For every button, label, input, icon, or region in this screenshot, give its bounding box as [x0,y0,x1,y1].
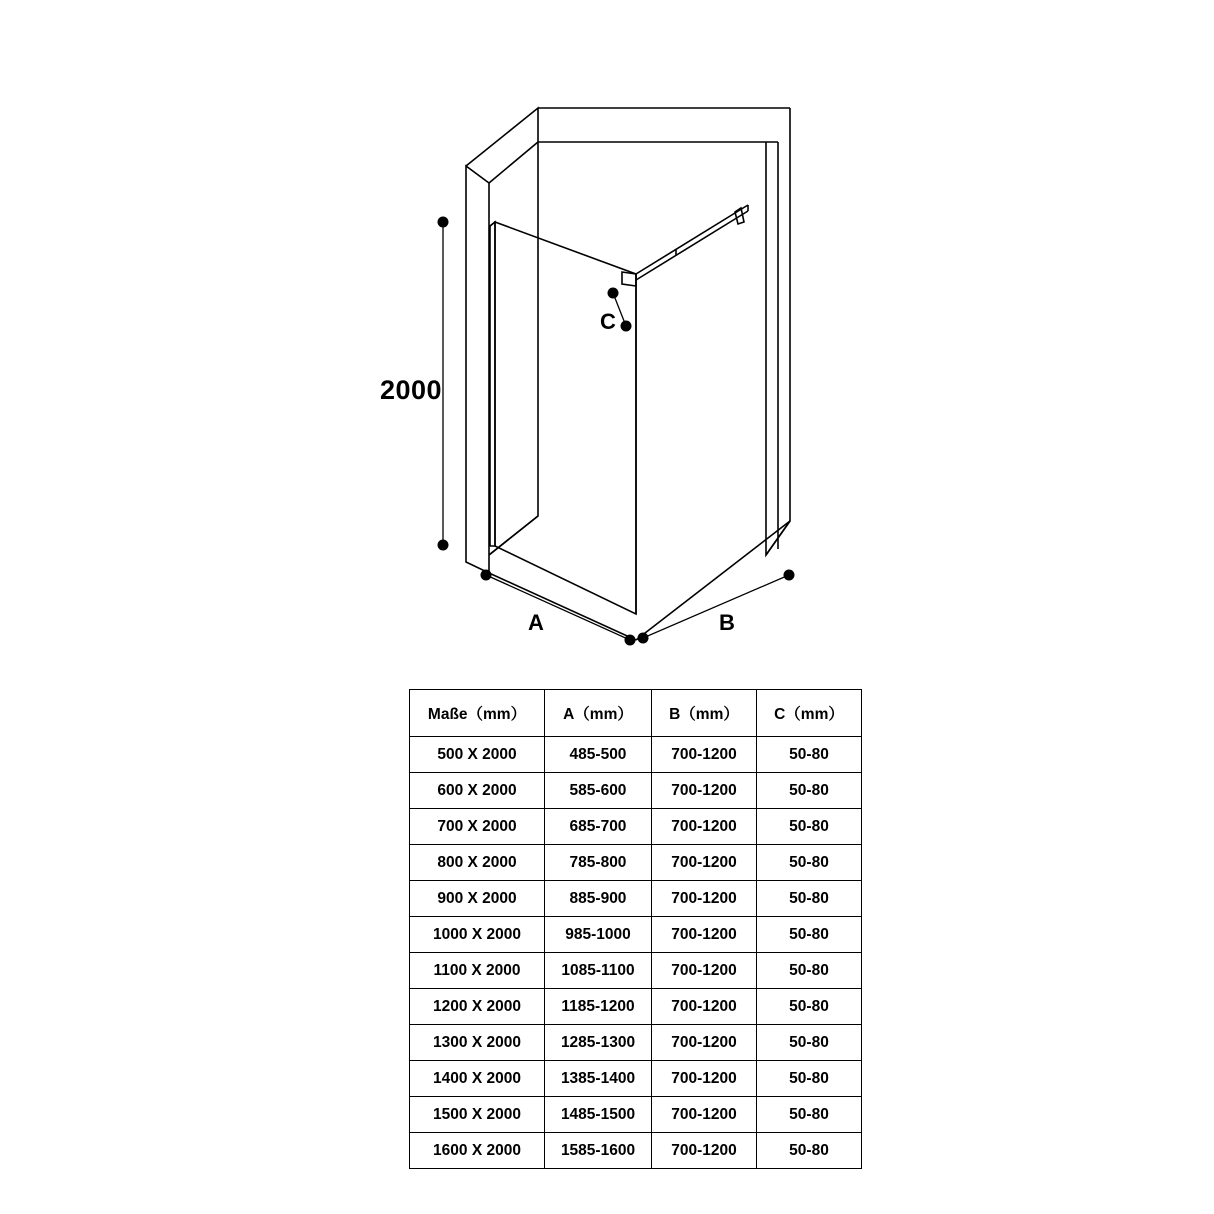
table-cell: 700-1200 [652,845,757,881]
table-cell: 50-80 [757,1025,862,1061]
column-header-b: B（mm） [652,690,757,737]
column-header-c: C（mm） [757,690,862,737]
table-row [410,1097,862,1133]
table-cell: 1600 X 2000 [410,1133,545,1169]
dimension-label-b: B [719,610,735,635]
table-cell: 700 X 2000 [410,809,545,845]
dimension-label-height: 2000 [380,375,443,405]
table-cell: 900 X 2000 [410,881,545,917]
table-cell: 50-80 [757,809,862,845]
table-row [410,1025,862,1061]
table-cell: 700-1200 [652,953,757,989]
table-cell: 50-80 [757,953,862,989]
table-cell: 485-500 [545,737,652,773]
table-cell: 50-80 [757,773,862,809]
table-row [410,917,862,953]
table-cell: 50-80 [757,1097,862,1133]
table-cell: 50-80 [757,989,862,1025]
table-cell: 685-700 [545,809,652,845]
table-row [410,845,862,881]
table-cell: 600 X 2000 [410,773,545,809]
table-cell: 50-80 [757,1133,862,1169]
table-row [410,989,862,1025]
table-cell: 50-80 [757,917,862,953]
wall-outline [466,108,790,640]
table-cell: 1400 X 2000 [410,1061,545,1097]
table-cell: 500 X 2000 [410,737,545,773]
table-cell: 50-80 [757,1061,862,1097]
table-row [410,737,862,773]
table-cell: 1285-1300 [545,1025,652,1061]
table-cell: 700-1200 [652,737,757,773]
table-cell: 1300 X 2000 [410,1025,545,1061]
table-cell: 700-1200 [652,1061,757,1097]
table-cell: 700-1200 [652,1025,757,1061]
table-cell: 50-80 [757,881,862,917]
table-header-row [410,690,862,737]
table-cell: 1085-1100 [545,953,652,989]
table-row [410,881,862,917]
table-cell: 585-600 [545,773,652,809]
dimension-label-c: C [600,309,616,334]
table-cell: 700-1200 [652,809,757,845]
specification-table [409,689,861,1169]
table-cell: 985-1000 [545,917,652,953]
table-cell: 1200 X 2000 [410,989,545,1025]
table-cell: 885-900 [545,881,652,917]
table-cell: 50-80 [757,737,862,773]
table-cell: 785-800 [545,845,652,881]
column-header-masse: Maße（mm） [410,690,545,737]
table-cell: 700-1200 [652,917,757,953]
table-cell: 700-1200 [652,1133,757,1169]
table-cell: 700-1200 [652,881,757,917]
table-row [410,773,862,809]
table-row [410,1133,862,1169]
table-cell: 700-1200 [652,1097,757,1133]
dimension-a [481,570,636,646]
table-row [410,809,862,845]
table-cell: 1385-1400 [545,1061,652,1097]
column-header-a: A（mm） [545,690,652,737]
table-cell: 1485-1500 [545,1097,652,1133]
table-cell: 700-1200 [652,989,757,1025]
glass-panel [490,222,636,614]
dimension-b [638,570,795,644]
table-row [410,953,862,989]
table-cell: 800 X 2000 [410,845,545,881]
table-cell: 50-80 [757,845,862,881]
table-cell: 700-1200 [652,773,757,809]
table-cell: 1585-1600 [545,1133,652,1169]
table-cell: 1000 X 2000 [410,917,545,953]
dimension-label-a: A [528,610,544,635]
table-cell: 1100 X 2000 [410,953,545,989]
table-cell: 1185-1200 [545,989,652,1025]
table-cell: 1500 X 2000 [410,1097,545,1133]
table-row [410,1061,862,1097]
stabilizer-bar [622,205,748,286]
